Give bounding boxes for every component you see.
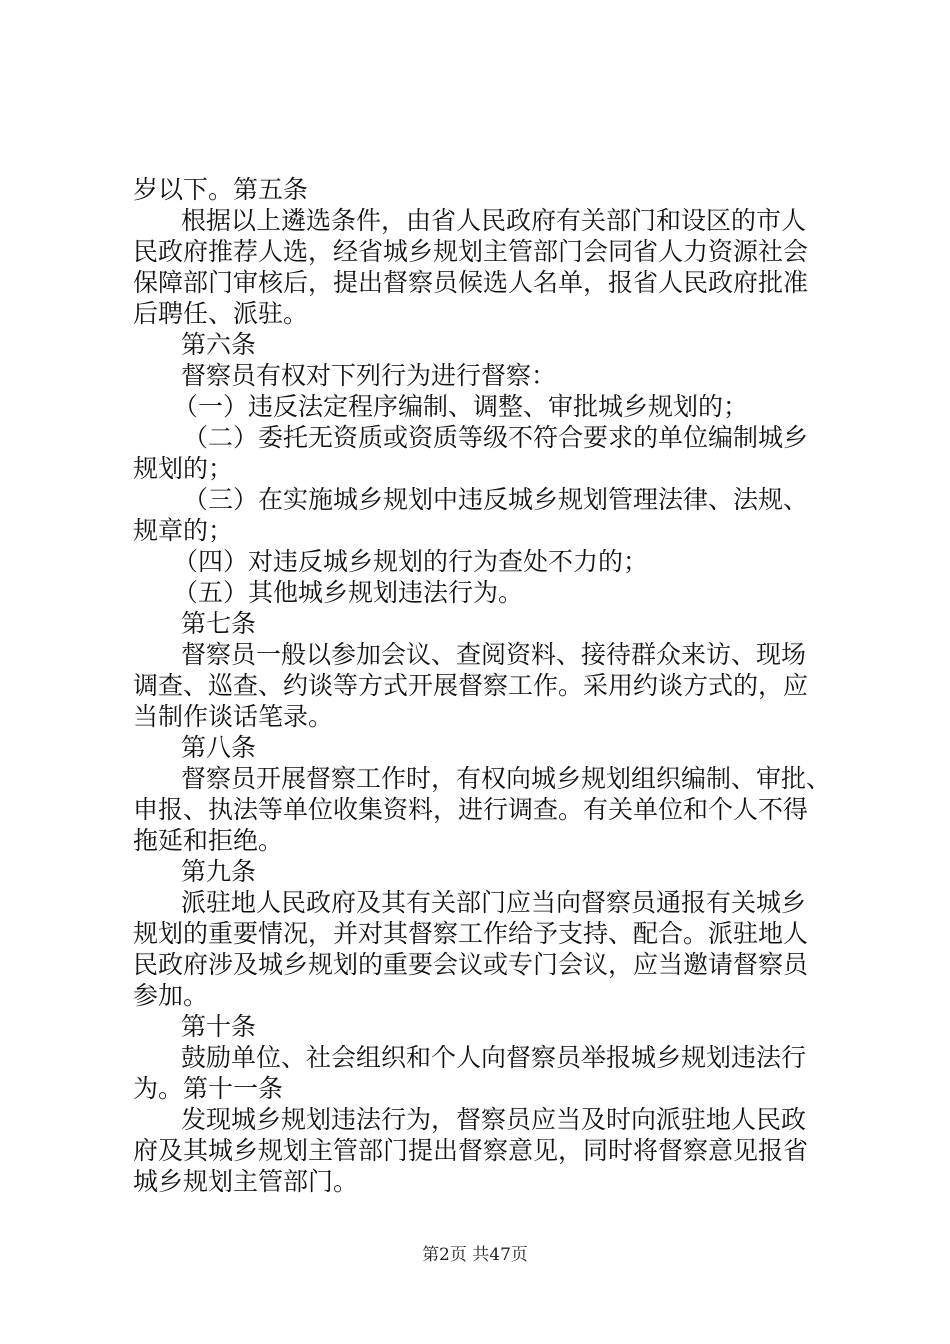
text-line: 派驻地人民政府及其有关部门应当向督察员通报有关城乡 <box>181 888 807 917</box>
document-body <box>133 174 833 1197</box>
text-line: 督察员开展督察工作时，有权向城乡规划组织编制、审批、 <box>181 764 832 793</box>
list-item: （一）违反法定程序编制、调整、审批城乡规划的； <box>173 392 749 421</box>
text-line: 督察员一般以参加会议、查阅资料、接待群众来访、现场 <box>181 640 807 669</box>
text-line: 规划的； <box>133 454 234 483</box>
page-footer <box>0 1243 950 1267</box>
text-line: 民政府涉及城乡规划的重要会议或专门会议，应当邀请督察员 <box>133 950 809 979</box>
article-heading: 第八条 <box>181 733 257 762</box>
text-line: 民政府推荐人选，经省城乡规划主管部门会同省人力资源社会 <box>133 237 809 266</box>
text-line: 后聘任、派驻。 <box>133 299 309 328</box>
page-number-label: 第2页 共47页 <box>422 1245 528 1265</box>
text-line: 发现城乡规划违法行为，督察员应当及时向派驻地人民政 <box>181 1105 807 1134</box>
article-heading: 第七条 <box>181 609 257 638</box>
text-line: 拖延和拒绝。 <box>133 826 284 855</box>
text-line: 调查、巡查、约谈等方式开展督察工作。采用约谈方式的，应 <box>133 671 809 700</box>
article-heading: 第十条 <box>181 1012 257 1041</box>
text-line: 申报、执法等单位收集资料，进行调查。有关单位和个人不得 <box>133 795 809 824</box>
text-line: 为。第十一条 <box>133 1074 284 1103</box>
text-line: 当制作谈话笔录。 <box>133 702 334 731</box>
article-heading: 第九条 <box>181 857 257 886</box>
list-item: （五）其他城乡规划违法行为。 <box>173 578 524 607</box>
text-line: 根据以上遴选条件，由省人民政府有关部门和设区的市人 <box>181 206 807 235</box>
text-line: 规章的； <box>133 516 234 545</box>
text-line: 督察员有权对下列行为进行督察： <box>181 361 557 390</box>
text-line: 府及其城乡规划主管部门提出督察意见，同时将督察意见报省 <box>133 1136 809 1165</box>
list-item: （三）在实施城乡规划中违反城乡规划管理法律、法规、 <box>183 485 809 514</box>
article-heading: 第六条 <box>181 330 257 359</box>
text-line: 参加。 <box>133 981 209 1010</box>
text-line: 岁以下。第五条 <box>133 175 309 204</box>
text-line: 城乡规划主管部门。 <box>133 1167 359 1196</box>
list-item: （四）对违反城乡规划的行为查处不力的； <box>173 547 649 576</box>
text-line: 鼓励单位、社会组织和个人向督察员举报城乡规划违法行 <box>181 1043 807 1072</box>
list-item: （二）委托无资质或资质等级不符合要求的单位编制城乡 <box>183 423 809 452</box>
text-line: 保障部门审核后，提出督察员候选人名单，报省人民政府批准 <box>133 268 809 297</box>
text-line: 规划的重要情况，并对其督察工作给予支持、配合。派驻地人 <box>133 919 809 948</box>
